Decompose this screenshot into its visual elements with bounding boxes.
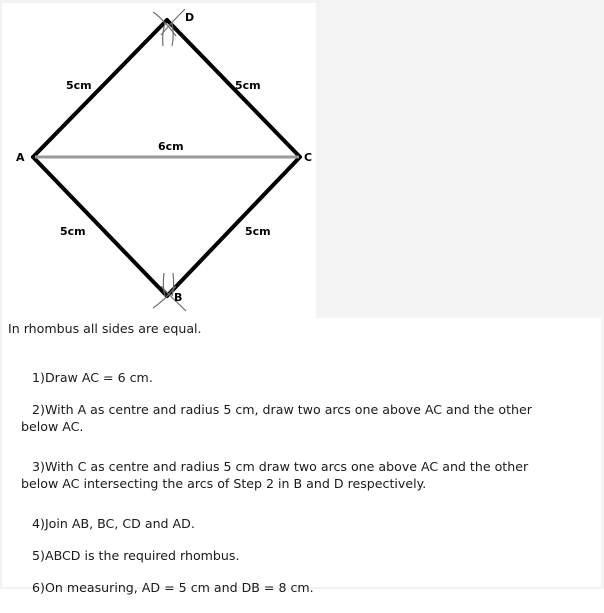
side-length-label-BC: 5cm (245, 225, 271, 238)
step-text-6: On measuring, AD = 5 cm and DB = 8 cm. (44, 580, 314, 595)
diagonal-length-label-AC: 6cm (158, 140, 184, 153)
side-BA (33, 157, 167, 296)
step-number-5: 5) (32, 548, 45, 563)
step-text-2-cont: below AC. (21, 419, 84, 434)
side-length-label-DC: 5cm (235, 79, 261, 92)
vertex-label-C: C (304, 151, 313, 164)
side-length-label-AD: 5cm (66, 79, 92, 92)
geometry-figure (2, 3, 316, 316)
side-AD (33, 20, 167, 157)
step-text-2: With A as centre and radius 5 cm, draw two arcs one above AC and the other (44, 402, 532, 417)
step-number-2: 2) (32, 402, 45, 417)
arc-tick-D-right (172, 23, 173, 46)
step-text-3-cont: below AC intersecting the arcs of Step 2 in B and D respectively. (21, 476, 427, 491)
construction-steps (8, 318, 600, 595)
step-text-3: With C as centre and radius 5 cm draw two arcs one above AC and the other (44, 459, 529, 474)
step-number-4: 4) (32, 516, 45, 531)
step-number-6: 6) (32, 580, 45, 595)
vertex-label-A: A (16, 151, 25, 164)
step-text-5: ABCD is the required rhombus. (44, 548, 240, 563)
step-number-3: 3) (32, 459, 45, 474)
side-panel-blank (316, 3, 601, 318)
step-text-4: Join AB, BC, CD and AD. (44, 516, 195, 531)
rhombus-svg (2, 3, 316, 316)
side-length-label-AB: 5cm (60, 225, 86, 238)
side-DC (167, 20, 300, 157)
vertex-label-D: D (185, 11, 195, 24)
arc-tick-B-left (163, 273, 165, 296)
step-item-6 (8, 562, 598, 613)
side-CB (167, 157, 300, 296)
steps-intro: In rhombus all sides are equal. (8, 321, 202, 336)
vertex-label-B: B (174, 291, 183, 304)
step-text-1: Draw AC = 6 cm. (44, 370, 153, 385)
step-number-1: 1) (32, 370, 45, 385)
